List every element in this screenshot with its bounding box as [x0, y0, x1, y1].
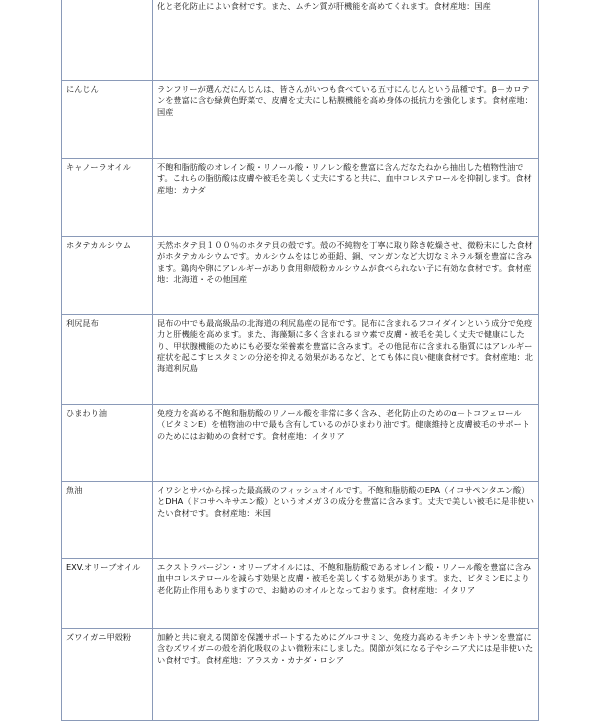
table-row	[62, 237, 539, 315]
table-row	[62, 482, 539, 559]
ingredient-description-cell	[153, 559, 539, 629]
ingredient-description: 加齢と共に衰える関節を保護サポートするためにグルコサミン、免疫力高めるキチンキトサンを豊富に含むズワイガニの殻を消化吸収のよい微粉末にしました。関節が気になる子やシニア犬には是非使いたい食材です。食材産地：アラスカ・カナダ・ロシア	[157, 632, 534, 665]
ingredient-description: 免疫力を高める不飽和脂肪酸のリノール酸を非常に多く含み、老化防止のためのα－トコフェロール（ビタミンE）を植物油の中で最も含有しているのがひまわり油です。健康維持と皮膚被毛のサポートのためにはお勧めの食材です。食材産地：イタリア	[157, 408, 530, 441]
ingredient-description: イワシとサバから採った最高級のフィッシュオイルです。不飽和脂肪酸のEPA（イコサペンタエン酸）とDHA（ドコサヘキサエン酸）というオメガ３の成分を豊富に含みます。丈夫で美しい被毛に是非使いたい食材です。食材産地：米国	[157, 485, 534, 518]
ingredient-name-cell	[62, 315, 153, 405]
ingredients-table	[61, 0, 539, 721]
ingredient-description: 化と老化防止によい食材です。また、ムチン質が肝機能を高めてくれます。食材産地：国産	[157, 1, 491, 12]
ingredient-name: 利尻昆布	[66, 318, 99, 328]
ingredient-name: 魚油	[66, 485, 83, 495]
ingredient-description: 不飽和脂肪酸のオレイン酸・リノール酸・リノレン酸を豊富に含んだなたねから抽出した植物性油です。これらの脂肪酸は皮膚や被毛を美しく丈夫にすると共に、血中コレステロールを抑制します。食材産地：カナダ	[157, 162, 532, 195]
ingredient-description: 昆布の中でも最高級品の北海道の利尻島産の昆布です。昆布に含まれるフコイダインという成分で免疫力と肝機能を高めます。また、海藻類に多く含まれるヨウ素で皮膚・被毛を美しく丈夫で健康にしたり、甲状腺機能のためにも必要な栄養素を豊富に含みます。その他昆布に含まれる脂質にはアレルギー症状を起こすヒスタミンの分泌を抑える効果があるなど、とても体に良い健康食材です。食材産地：北海道利尻島	[157, 318, 533, 374]
table-row	[62, 315, 539, 405]
ingredient-name: ズワイガニ甲殻粉	[66, 632, 132, 642]
ingredient-name-cell	[62, 559, 153, 629]
ingredient-name-cell	[62, 629, 153, 721]
table-row	[62, 559, 539, 629]
ingredient-description-cell	[153, 315, 539, 405]
ingredient-description-cell	[153, 629, 539, 721]
ingredient-name: にんじん	[66, 84, 99, 94]
ingredient-name: キャノーラオイル	[66, 162, 131, 172]
ingredient-description-cell	[153, 405, 539, 482]
ingredient-name: ひまわり油	[66, 408, 107, 418]
ingredient-name: ホタテカルシウム	[66, 240, 132, 250]
ingredient-description-cell	[153, 0, 539, 81]
table-row	[62, 0, 539, 81]
ingredient-name: EXV.オリーブオイル	[66, 562, 141, 572]
ingredient-name-cell	[62, 159, 153, 237]
ingredient-name-cell	[62, 237, 153, 315]
ingredient-name-cell	[62, 81, 153, 159]
table-row	[62, 405, 539, 482]
ingredient-description-cell	[153, 159, 539, 237]
ingredient-description-cell	[153, 482, 539, 559]
ingredient-description: ランフリーが選んだにんじんは、皆さんがいつも食べている五寸にんじんという品種です。β－カロテンを豊富に含む緑黄色野菜で、皮膚を丈夫にし粘膜機能を高め身体の抵抗力を強化します。食材産地：国産	[157, 84, 533, 117]
ingredient-description: エクストラバージン・オリーブオイルには、不飽和脂肪酸であるオレイン酸・リノール酸を豊富に含み血中コレステロールを減らす効果と皮膚・被毛を美しくする効果があります。また、ビタミンEにより老化防止作用もありますので、お勧めのオイルとなっております。食材産地：イタリア	[157, 562, 532, 595]
ingredient-description-cell	[153, 81, 539, 159]
ingredient-name-cell	[62, 482, 153, 559]
table-row	[62, 629, 539, 721]
ingredient-name	[66, 0, 148, 1]
table-row	[62, 81, 539, 159]
ingredient-name-cell	[62, 0, 153, 81]
ingredient-name-cell	[62, 405, 153, 482]
ingredient-description: 天然ホタテ貝１００％のホタテ貝の殻です。殻の不純物を丁寧に取り除き乾燥させ、微粉末にした食材がホタテカルシウムです。カルシウムをはじめ亜鉛、銅、マンガンなど大切なミネラル類を豊富に含みます。鶏肉や卵にアレルギーがあり食用卵殻粉カルシウムが食べられない子に有効な食材です。食材産地：北海道・その他国産	[157, 240, 533, 284]
ingredient-description-cell	[153, 237, 539, 315]
table-row	[62, 159, 539, 237]
